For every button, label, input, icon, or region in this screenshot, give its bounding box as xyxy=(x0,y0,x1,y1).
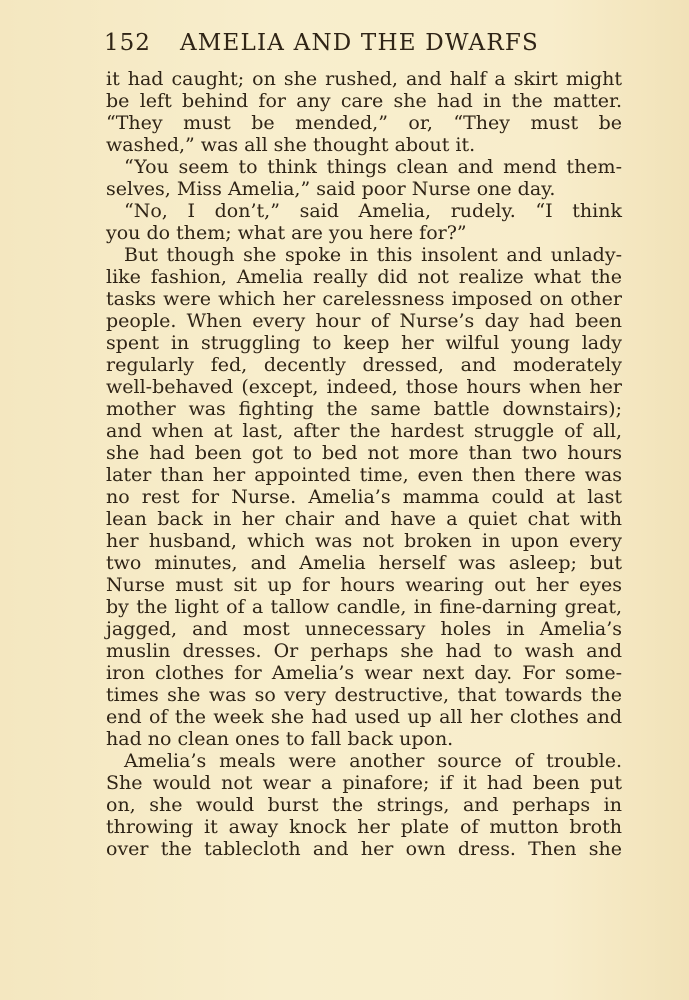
text-line: She would not wear a pinafore; if it had been put xyxy=(106,772,622,794)
text-line: people. When every hour of Nurse’s day had been xyxy=(106,310,622,332)
text-line: lean back in her chair and have a quiet chat with xyxy=(106,508,622,530)
text-line: and when at last, after the hardest struggle of all, xyxy=(106,420,622,442)
text-line: end of the week she had used up all her clothes and xyxy=(106,706,622,728)
text-line: selves, Miss Amelia,” said poor Nurse one day. xyxy=(106,178,556,200)
text-line: muslin dresses. Or perhaps she had to wash and xyxy=(106,640,622,662)
text-line: spent in struggling to keep her wilful young lady xyxy=(106,332,622,354)
text-line: she had been got to bed not more than two hours xyxy=(106,442,622,464)
text-line: by the light of a tallow candle, in fine-darning great, xyxy=(106,596,622,618)
text-line: throwing it away knock her plate of mutton broth xyxy=(106,816,622,838)
text-line: washed,” was all she thought about it. xyxy=(106,134,476,156)
text-line: two minutes, and Amelia herself was asleep; but xyxy=(106,552,622,574)
text-line: her husband, which was not broken in upon every xyxy=(106,530,622,552)
text-line: had no clean ones to fall back upon. xyxy=(106,728,454,750)
text-line: you do them; what are you here for?” xyxy=(106,222,467,244)
text-line: “You seem to think things clean and mend them- xyxy=(124,156,622,178)
text-line: times she was so very destructive, that towards the xyxy=(106,684,622,706)
text-line: But though she spoke in this insolent and unlady- xyxy=(124,244,622,266)
text-line: like fashion, Amelia really did not realize what the xyxy=(106,266,622,288)
text-line: no rest for Nurse. Amelia’s mamma could at last xyxy=(106,486,622,508)
text-line: well-behaved (except, indeed, those hours when her xyxy=(106,376,622,398)
body-text xyxy=(106,68,622,860)
text-line: regularly fed, decently dressed, and moderately xyxy=(106,354,622,376)
page-number: 152 xyxy=(104,30,151,56)
text-line: Nurse must sit up for hours wearing out her eyes xyxy=(106,574,622,596)
text-line: over the tablecloth and her own dress. Then she xyxy=(106,838,622,860)
text-line: “They must be mended,” or, “They must be xyxy=(106,112,622,134)
text-line: “No, I don’t,” said Amelia, rudely. “I think xyxy=(124,200,622,222)
text-line: be left behind for any care she had in the matter. xyxy=(106,90,622,112)
text-line: on, she would burst the strings, and perhaps in xyxy=(106,794,622,816)
text-line: iron clothes for Amelia’s wear next day. For some- xyxy=(106,662,622,684)
book-title: AMELIA AND THE DWARFS xyxy=(180,30,539,56)
running-head xyxy=(104,30,544,60)
text-line: tasks were which her carelessness imposed on other xyxy=(106,288,622,310)
text-line: jagged, and most unnecessary holes in Amelia’s xyxy=(106,618,622,640)
text-line: later than her appointed time, even then there was xyxy=(106,464,622,486)
text-line: Amelia’s meals were another source of trouble. xyxy=(124,750,622,772)
text-line: it had caught; on she rushed, and half a skirt might xyxy=(106,68,622,90)
text-line: mother was fighting the same battle downstairs); xyxy=(106,398,622,420)
